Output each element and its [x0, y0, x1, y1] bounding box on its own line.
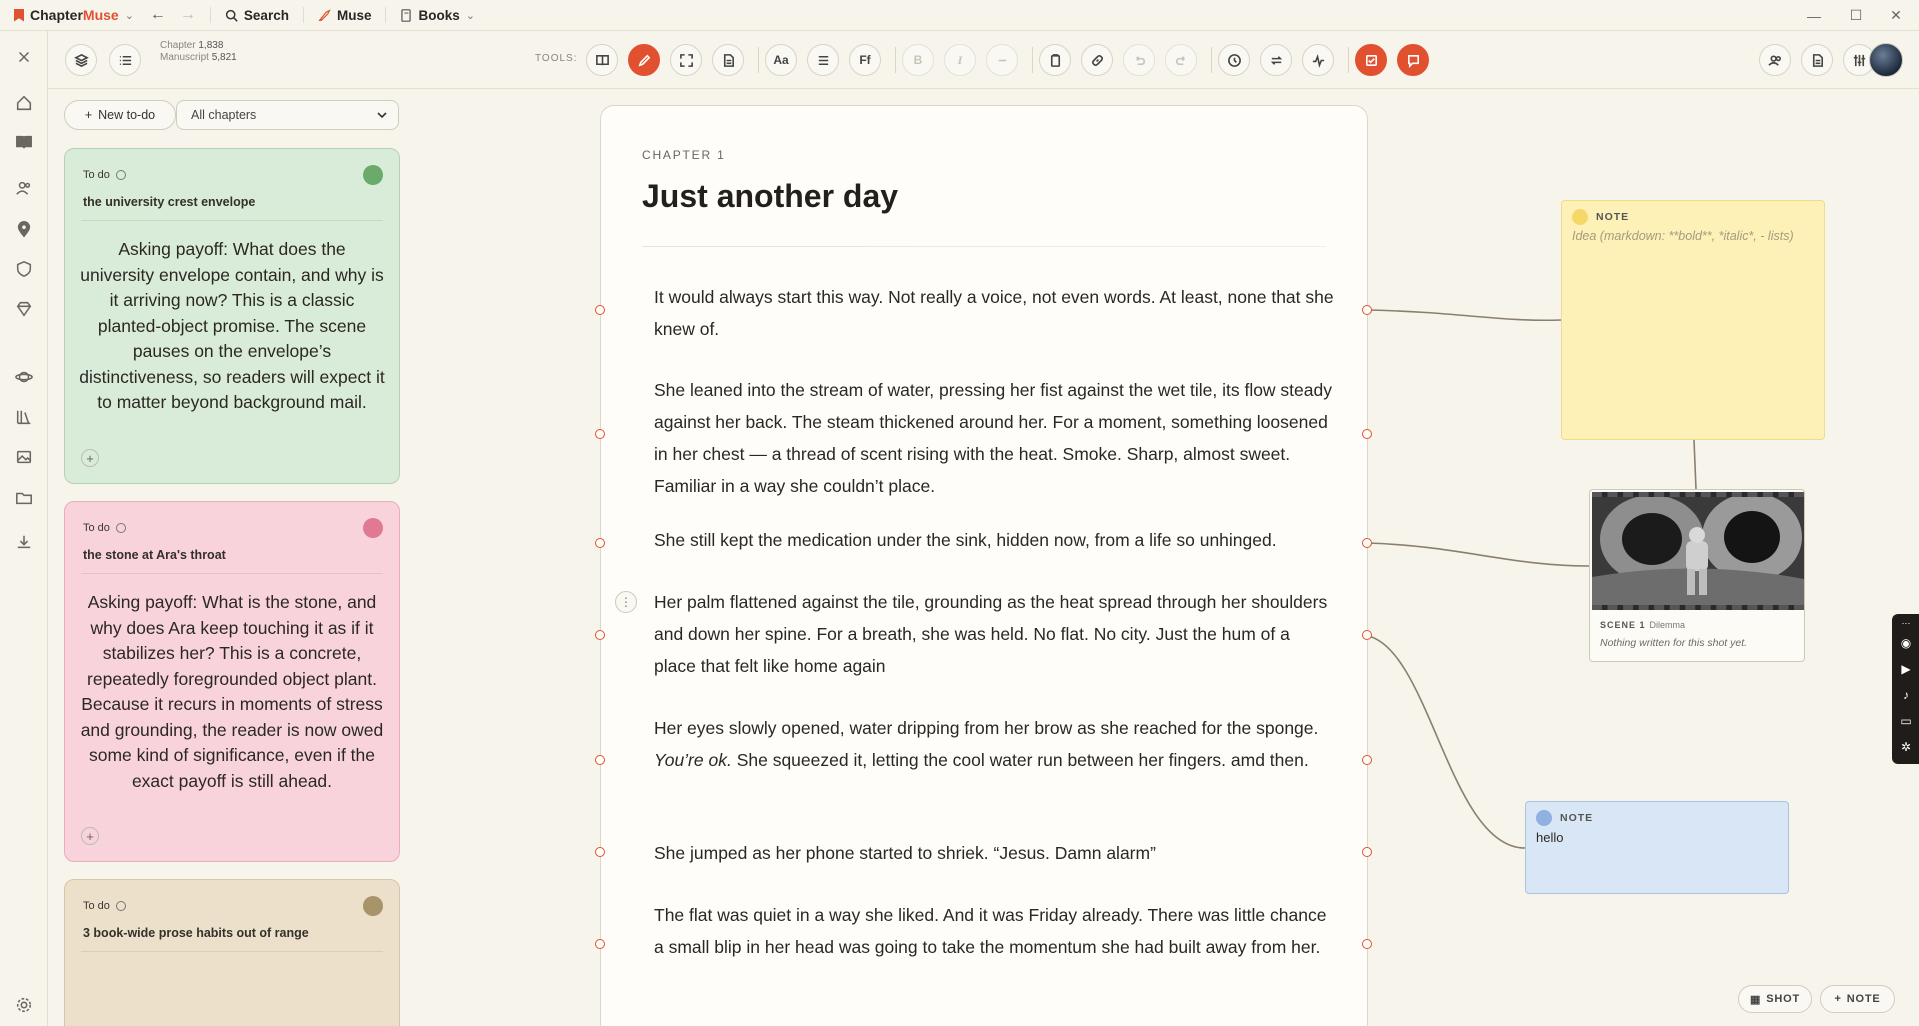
todo-card[interactable] — [64, 501, 400, 862]
link-anchor[interactable] — [1362, 755, 1372, 765]
paragraph[interactable]: She leaned into the stream of water, pressing her fist against the wet tile, its flow steady against her back. The steam thickened around her. For a moment, something loosened in her chest — a thread of scent rising with the heat. Smoke. Sharp, almost sweet. Familiar in a way she couldn’t place. — [654, 380, 1332, 496]
todo-body: Asking payoff: What is the stone, and why does Ara keep touching it as if it stabilizes her? This is a concrete, repeatedly foregrounded object plant. Because it recurs in moments of stress and grounding, the reader is now owed some kind of significance, even if the exact payoff is still ahead. — [80, 592, 384, 791]
nav-books-label: Books — [418, 7, 460, 23]
divider — [303, 7, 304, 23]
idea-note[interactable] — [1561, 200, 1825, 440]
new-todo-button[interactable] — [64, 100, 176, 130]
outline-list-button[interactable] — [109, 44, 141, 76]
capture-tool-strip — [1892, 614, 1919, 764]
link-anchor[interactable] — [595, 630, 605, 640]
chapter-filter-value: All chapters — [191, 108, 257, 122]
status-circle-icon[interactable] — [116, 523, 126, 533]
horizontal-rule-icon — [995, 53, 1010, 68]
paragraph-text: She squeezed it, letting the cool water run between her fingers. amd then. — [731, 750, 1309, 770]
link-anchor[interactable] — [1362, 429, 1372, 439]
scene-label — [1600, 620, 1685, 630]
link-anchor[interactable] — [1362, 939, 1372, 949]
paragraph[interactable]: She still kept the medication under the sink, hidden now, from a life so unhinged. — [654, 530, 1277, 550]
shot-text[interactable]: Nothing written for this shot yet. — [1600, 637, 1748, 649]
link-anchor[interactable] — [1362, 847, 1372, 857]
settings-gear-icon[interactable]: ✲ — [1900, 740, 1912, 754]
image-icon[interactable] — [12, 445, 36, 469]
bold-button[interactable]: B — [902, 44, 934, 76]
todo-panel-button[interactable] — [1355, 44, 1387, 76]
shot-button-label: SHOT — [1766, 993, 1800, 1005]
screen-icon[interactable]: ▭ — [1900, 714, 1912, 728]
todo-status: To do — [83, 522, 110, 534]
sliders-icon — [1852, 53, 1867, 68]
link-icon — [1090, 53, 1105, 68]
app-name-muse: Muse — [82, 7, 119, 23]
plus-icon: + — [84, 108, 93, 122]
location-pin-icon[interactable] — [12, 217, 36, 241]
close-icon[interactable] — [12, 45, 36, 69]
todo-title: 3 book-wide prose habits out of range — [83, 926, 309, 940]
font-size-button[interactable]: Aa — [765, 44, 797, 76]
chapter-count-label: Chapter — [160, 40, 196, 51]
divider — [210, 7, 211, 23]
comment-icon — [1406, 53, 1421, 68]
layers-icon — [74, 53, 89, 68]
divider — [81, 220, 383, 221]
gem-icon[interactable] — [12, 297, 36, 321]
library-icon[interactable] — [12, 405, 36, 429]
open-book-icon[interactable] — [12, 130, 36, 154]
tools-label: TOOLS: — [535, 53, 578, 64]
link-anchor[interactable] — [595, 939, 605, 949]
fullscreen-icon — [679, 53, 694, 68]
sync-button[interactable] — [1260, 44, 1292, 76]
scene-number: SCENE 1 — [1600, 620, 1646, 630]
divider — [81, 573, 383, 574]
folder-icon[interactable] — [12, 486, 36, 510]
history-button[interactable] — [1218, 44, 1250, 76]
nav-search-label: Search — [243, 7, 289, 23]
link-anchor[interactable] — [595, 305, 605, 315]
document-icon — [721, 53, 736, 68]
title-bar — [0, 0, 1919, 31]
settings-gear-icon[interactable] — [12, 993, 36, 1017]
note-input[interactable]: Idea (markdown: **bold**, *italic*, - lists) — [1572, 229, 1794, 243]
link-anchor[interactable] — [1362, 630, 1372, 640]
divider — [1348, 47, 1349, 73]
focus-mode-button[interactable] — [670, 44, 702, 76]
divider-insert-button[interactable] — [986, 44, 1018, 76]
write-mode-button[interactable] — [628, 44, 660, 76]
chapter-count-value: 1,838 — [198, 40, 224, 51]
todo-card[interactable] — [64, 879, 400, 1026]
font-family-button[interactable]: Ff — [849, 44, 881, 76]
home-icon[interactable] — [12, 91, 36, 115]
characters-icon[interactable] — [12, 176, 36, 200]
add-item-button[interactable]: + — [81, 449, 99, 467]
book-icon — [400, 9, 412, 22]
todo-status: To do — [83, 169, 110, 181]
list-icon — [118, 53, 133, 68]
clipboard-icon — [1048, 53, 1063, 68]
layers-button[interactable] — [65, 44, 97, 76]
todo-title: the university crest envelope — [83, 195, 256, 209]
note-label: NOTE — [1560, 812, 1594, 824]
status-circle-icon[interactable] — [116, 170, 126, 180]
todo-title: the stone at Ara's throat — [83, 548, 226, 562]
italic-text: You’re ok. — [654, 750, 732, 770]
nav-muse-label: Muse — [336, 7, 372, 23]
camera-icon[interactable]: ◉ — [1900, 636, 1912, 650]
color-tag[interactable] — [363, 518, 383, 538]
app-name-chapter: Chapter — [30, 7, 83, 23]
chapter-filter-select[interactable] — [176, 100, 399, 130]
forward-arrow-icon[interactable]: → — [179, 6, 196, 23]
chapter-title[interactable]: Just another day — [642, 178, 899, 214]
note-label: NOTE — [1596, 211, 1630, 223]
paragraph[interactable]: Her palm flattened against the tile, grounding as the heat spread through her shoulders and down her spine. For a breath, she was held. No flat. No city. Just the hum of a place that felt like home again — [654, 592, 1328, 676]
todo-body: Asking payoff: What does the university envelope contain, and why is it arriving now? This is a classic planted-object promise. The scene pauses on the envelope’s distinctiveness, so readers will expect it to matter beyond background mail. — [79, 239, 385, 412]
checkbox-icon — [1364, 53, 1379, 68]
chevron-down-icon: ⌄ — [124, 9, 134, 22]
chevron-down-icon — [376, 109, 388, 121]
nav-search[interactable] — [225, 8, 289, 23]
activity-icon — [1311, 53, 1326, 68]
editor-toolbar — [48, 31, 1919, 89]
align-icon — [816, 53, 831, 68]
note-button-label: NOTE — [1846, 993, 1881, 1005]
left-rail — [0, 31, 48, 1026]
planet-icon[interactable] — [12, 365, 36, 389]
pencil-icon — [637, 53, 652, 68]
word-counts — [160, 40, 237, 64]
maximize-icon[interactable]: ☐ — [1849, 7, 1863, 23]
nav-muse[interactable] — [318, 8, 372, 23]
link-anchor[interactable] — [1362, 538, 1372, 548]
collaborators-button[interactable] — [1759, 44, 1791, 76]
manuscript-count-label: Manuscript — [160, 52, 209, 63]
italic-button[interactable]: I — [944, 44, 976, 76]
divider — [1032, 47, 1033, 73]
undo-button[interactable] — [1123, 44, 1155, 76]
add-note-button[interactable] — [1820, 985, 1895, 1013]
film-icon: ▦ — [1750, 993, 1762, 1006]
pulse-button[interactable] — [1302, 44, 1334, 76]
users-icon — [1768, 53, 1783, 68]
paragraph[interactable] — [654, 712, 1334, 776]
status-circle-icon[interactable] — [116, 901, 126, 911]
chevron-down-icon: ⌄ — [465, 9, 475, 22]
color-tag[interactable] — [363, 896, 383, 916]
scene-tag: Dilemma — [1649, 620, 1686, 630]
shield-icon[interactable] — [12, 257, 36, 281]
comments-button[interactable] — [1397, 44, 1429, 76]
add-item-button[interactable]: + — [81, 827, 99, 845]
link-anchor[interactable] — [595, 429, 605, 439]
open-book-icon — [595, 53, 610, 68]
divider — [1211, 47, 1212, 73]
undo-icon — [1132, 53, 1147, 68]
paragraph[interactable]: The flat was quiet in a way she liked. And it was Friday already. There was little chance a small blip in her head was going to take the momentum she had built away from her. — [654, 905, 1327, 957]
chapter-label: CHAPTER 1 — [642, 148, 726, 162]
bookmark-icon — [14, 9, 24, 22]
shot-image — [1592, 492, 1804, 610]
note-color-dot[interactable] — [1572, 209, 1588, 225]
document-button[interactable] — [712, 44, 744, 76]
document-icon — [1810, 53, 1825, 68]
minimize-icon[interactable]: — — [1807, 7, 1821, 24]
quill-icon — [318, 9, 331, 22]
video-icon[interactable]: ▶ — [1901, 662, 1911, 676]
divider — [385, 7, 386, 23]
text-note[interactable] — [1525, 801, 1789, 894]
search-icon — [225, 9, 238, 22]
align-button[interactable] — [807, 44, 839, 76]
paragraph-menu-icon[interactable]: ⋮ — [615, 591, 637, 613]
link-anchor[interactable] — [595, 538, 605, 548]
todo-status: To do — [83, 900, 110, 912]
export-document-button[interactable] — [1801, 44, 1833, 76]
paragraph-text: Her eyes slowly opened, water dripping from her brow as she reached for the sponge. — [654, 718, 1319, 738]
divider — [895, 47, 896, 73]
strip-menu-icon[interactable]: ⋯ — [1901, 618, 1911, 628]
link-anchor[interactable] — [595, 847, 605, 857]
divider — [642, 246, 1326, 247]
link-anchor[interactable] — [1362, 305, 1372, 315]
microphone-icon[interactable]: ♪ — [1903, 688, 1909, 702]
app-brand[interactable] — [0, 7, 134, 23]
clock-icon — [1227, 53, 1242, 68]
new-todo-label: New to-do — [98, 108, 156, 122]
clipboard-button[interactable] — [1039, 44, 1071, 76]
note-color-dot[interactable] — [1536, 810, 1552, 826]
repeat-icon — [1269, 53, 1284, 68]
color-tag[interactable] — [363, 165, 383, 185]
manuscript-page[interactable] — [600, 105, 1368, 1026]
back-arrow-icon[interactable]: ← — [149, 6, 166, 23]
redo-button[interactable] — [1165, 44, 1197, 76]
close-window-icon[interactable]: ✕ — [1890, 7, 1902, 23]
paragraph[interactable]: She jumped as her phone started to shriek. “Jesus. Damn alarm” — [654, 843, 1156, 863]
nav-books[interactable] — [400, 8, 474, 23]
note-text[interactable]: hello — [1536, 830, 1564, 845]
divider — [758, 47, 759, 73]
download-icon[interactable] — [12, 530, 36, 554]
read-mode-button[interactable] — [586, 44, 618, 76]
paragraph[interactable]: It would always start this way. Not really a voice, not even words. At least, none that she knew of. — [654, 287, 1334, 339]
scene-shot-card[interactable] — [1589, 489, 1805, 662]
redo-icon — [1174, 53, 1189, 68]
avatar[interactable] — [1869, 43, 1903, 77]
link-button[interactable] — [1081, 44, 1113, 76]
add-shot-button[interactable] — [1738, 985, 1812, 1013]
plus-icon: + — [1834, 993, 1842, 1005]
link-anchor[interactable] — [595, 755, 605, 765]
manuscript-count-value: 5,821 — [211, 52, 237, 63]
divider — [81, 951, 383, 952]
todo-card[interactable] — [64, 148, 400, 484]
